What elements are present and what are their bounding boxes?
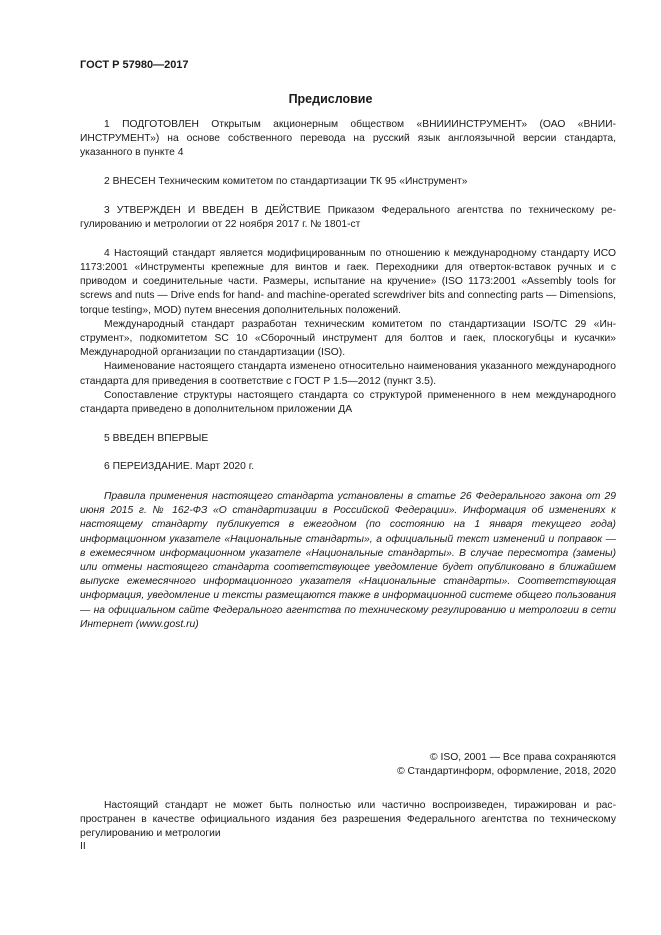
document-id: ГОСТ Р 57980—2017 <box>80 59 189 71</box>
reproduction-notice: Настоящий стандарт не может быть полностью или частично воспроизведен, тиражирован и распространен в качестве официального издания без разрешения Федерального агентства по техническому регулированию и метрологии <box>80 800 616 840</box>
section-2: 2 ВНЕСЕН Техническим комитетом по стандартизации ТК 95 «Инструмент» <box>104 176 468 188</box>
rules-note: Правила применения настоящего стандарта установлены в статье 26 Федерального закона от 29 июня 2015 г. № 162-ФЗ «О стандартизации в Российской Федерации». Информация об изменениях к настоящему стандарту публикуется в ежегодном (по состоянию на 1 января текущего года) информационном указателе «Национальные стандарты», а официальный текст изменений и поправок — в ежемесячном информационном указателе «Национальные стандарты». В случае пересмотра (замены) или отмены настоящего стандарта соответствующее уведомление будет опубликовано в ближайшем выпуске ежемесячного информационного указателя «Национальные стандарты». Соответствующая информация, уведомление и тексты размещаются также в информационной системе общего пользования — на официальном сайте Федерального агентства по техническому регулированию и метрологии в сети Интернет (www.gost.ru) <box>80 491 616 630</box>
section-4-para-2: Международный стандарт разработан техническим комитетом по стандартизации ISO/TC 29 «Инструмент», подкомитетом SC 10 «Сборочный инструмент для болтов и гаек, плоскогубцы и кусачки» Международной организации по стандартизации (ISO). <box>80 318 616 359</box>
copyright-block <box>397 751 616 779</box>
copyright-standartinform: © Стандартинформ, оформление, 2018, 2020 <box>397 766 616 778</box>
page-title: Предисловие <box>288 92 373 106</box>
copyright-iso: © ISO, 2001 — Все права сохраняются <box>430 752 616 763</box>
section-6: 6 ПЕРЕИЗДАНИЕ. Март 2020 г. <box>104 460 255 472</box>
section-4: 4 Настоящий стандарт является модифицированным по отношению к международному стандарту ИСО 1173:2001 «Инструменты крепежные для винтов и гаек. Переходники для отверток-вставок ручных и с приводом и соединительные части. Размеры, испытание на кручение» (ISO 1173:2001 «Assembly tools for screws and nuts — Drive ends for hand- and machine-operated screwdriver bits and connecting parts — Dimensions, torque testing», MOD) путем внесения дополнительных положений. <box>80 247 616 316</box>
section-4-para-4: Сопоставление структуры настоящего стандарта со структурой примененного в нем международного стандарта приведено в дополнительном приложении ДА <box>80 389 616 415</box>
section-4-para-3: Наименование настоящего стандарта изменено относительно наименования указанного международного стандарта для приведения в соответствие с ГОСТ Р 1.5—2012 (пункт 3.5). <box>80 361 616 387</box>
section-3: 3 УТВЕРЖДЕН И ВВЕДЕН В ДЕЙСТВИЕ Приказом Федерального агентства по техническому регулированию и метрологии от 22 ноября 2017 г. № 1801-ст <box>80 204 616 231</box>
section-1: 1 ПОДГОТОВЛЕН Открытым акционерным обществом «ВНИИИНСТРУМЕНТ» (ОАО «ВНИИИНСТРУМЕНТ») на основе собственного перевода на русский язык англоязычной версии стандарта, указанного в пункте 4 <box>80 119 616 159</box>
section-5: 5 ВВЕДЕН ВПЕРВЫЕ <box>104 432 209 444</box>
page-number: II <box>80 841 86 852</box>
foreword-body <box>80 118 616 474</box>
